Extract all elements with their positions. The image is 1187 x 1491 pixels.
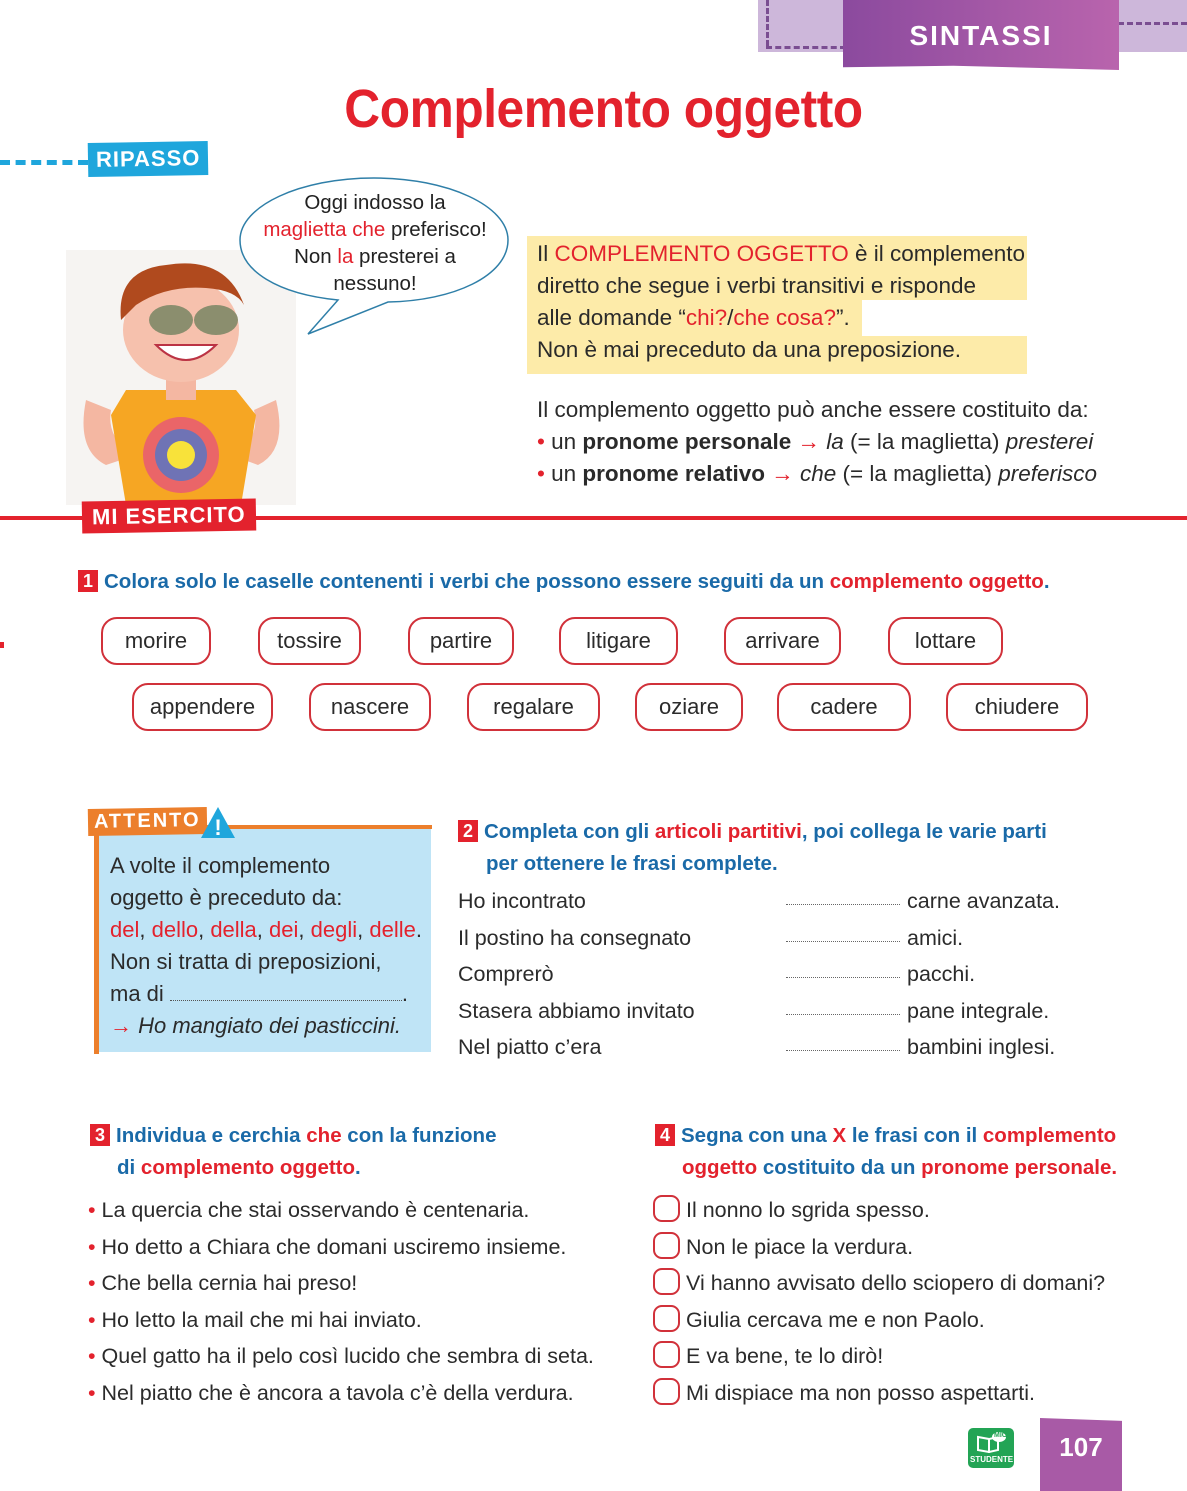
sunglasses xyxy=(194,305,238,335)
text: ma di xyxy=(110,981,164,1006)
text: , poi collega le varie parti xyxy=(801,820,1047,843)
text: Individua e cerchia xyxy=(116,1124,307,1147)
article: delle xyxy=(369,917,416,942)
question-highlight: che cosa? xyxy=(733,305,836,330)
fill-in-blank[interactable] xyxy=(786,904,900,905)
attento-line: oggetto è preceduto da: xyxy=(110,885,343,910)
example-sentence: Ho mangiato dei pasticcini. xyxy=(138,1013,402,1038)
checkbox-item xyxy=(653,1338,1173,1375)
sentence-start[interactable]: Stasera abbiamo invitato xyxy=(458,998,695,1023)
exercise-4-instruction xyxy=(655,1120,1175,1184)
highlight-text: X xyxy=(832,1124,847,1147)
text: costituito da un xyxy=(757,1156,922,1179)
match-row xyxy=(458,884,1138,921)
list-item xyxy=(88,1265,628,1302)
exercise-1-instruction xyxy=(78,566,1178,598)
instruction-line: per ottenere le frasi complete. xyxy=(486,852,778,875)
italic-text: presterei xyxy=(1005,429,1094,454)
text: Il xyxy=(537,241,555,266)
margin-mark xyxy=(0,642,4,648)
attento-line: Non si tratta di preposizioni, xyxy=(110,949,382,974)
bold-term: pronome personale xyxy=(582,429,792,454)
verb-box[interactable]: nascere xyxy=(309,683,431,731)
article: dei xyxy=(269,917,299,942)
badge-label-bottom: STUDENTE xyxy=(970,1455,1014,1464)
attento-example xyxy=(110,1010,440,1042)
text: . xyxy=(355,1156,361,1179)
exercise-3-list xyxy=(88,1192,628,1411)
verb-box[interactable]: chiudere xyxy=(946,683,1088,731)
verb-box[interactable]: cadere xyxy=(777,683,911,731)
definition-line xyxy=(537,238,1037,270)
decorative-dashed-line xyxy=(766,46,846,49)
text: (= la maglietta) xyxy=(843,429,1006,454)
definition-line: diretto che segue i verbi transitivi e risponde xyxy=(537,273,976,298)
bullet-icon: • xyxy=(88,1234,102,1259)
fill-in-blank[interactable] xyxy=(786,1050,900,1051)
bullet-icon: • xyxy=(537,429,552,454)
text: Segna con una xyxy=(681,1124,833,1147)
highlight-text: oggetto xyxy=(682,1156,758,1179)
mi-esercito-tag: MI ESERCITO xyxy=(82,498,256,533)
fill-in-blank[interactable] xyxy=(170,984,402,1001)
sunglasses xyxy=(149,305,193,335)
text: ”. xyxy=(835,305,850,330)
highlight-text: articoli partitivi xyxy=(654,820,802,843)
bullet-icon: • xyxy=(88,1307,102,1332)
text: alle domande “ xyxy=(537,305,686,330)
text: è il complemento xyxy=(848,241,1026,266)
info-intro: Il complemento oggetto può anche essere costituito da: xyxy=(537,397,1089,422)
attento-line: A volte il complemento xyxy=(110,853,331,878)
bubble-line xyxy=(244,216,506,243)
italic-text: la xyxy=(826,429,844,454)
exercise-number: 2 xyxy=(458,820,478,842)
checkbox-item xyxy=(653,1302,1173,1339)
bubble-line xyxy=(244,243,506,270)
article: dello xyxy=(151,917,199,942)
sentence-end[interactable]: pacchi. xyxy=(907,962,976,986)
sentence-start[interactable]: Il postino ha consegnato xyxy=(458,925,692,950)
sentence-end[interactable]: amici. xyxy=(907,925,964,950)
exercise-3-instruction xyxy=(90,1120,610,1184)
checkbox[interactable] xyxy=(653,1232,680,1259)
sentence-end[interactable]: carne avanzata. xyxy=(907,889,1060,913)
text: . xyxy=(1043,570,1050,593)
verb-box[interactable]: morire xyxy=(101,617,211,665)
fill-in-blank[interactable] xyxy=(786,941,900,942)
verb-box[interactable]: arrivare xyxy=(724,617,841,665)
info-item xyxy=(537,458,1157,490)
arrow-icon: → xyxy=(110,1013,132,1038)
list-item xyxy=(88,1192,628,1229)
list-item xyxy=(88,1375,628,1412)
page-title: Complemento oggetto xyxy=(344,79,863,139)
checkbox[interactable] xyxy=(653,1268,680,1295)
arrow-icon: → xyxy=(771,461,794,486)
warning-icon xyxy=(200,805,236,839)
definition-text xyxy=(537,238,1037,366)
exercise-number: 4 xyxy=(655,1124,675,1146)
bubble-text-part: Non xyxy=(294,245,338,268)
bullet-icon: • xyxy=(88,1198,102,1222)
text: Colora solo le caselle contenenti i verbi che possono essere seguiti da un xyxy=(104,570,830,593)
text: . xyxy=(1111,1156,1118,1179)
sentence[interactable]: Ho detto a Chiara che domani usciremo insieme. xyxy=(101,1234,567,1259)
verb-box[interactable]: appendere xyxy=(132,683,273,731)
speech-bubble-text xyxy=(244,189,506,297)
exercise-number: 3 xyxy=(90,1124,110,1146)
text: / xyxy=(727,305,734,330)
article: degli xyxy=(310,917,358,942)
sentence-start[interactable]: Nel piatto c’era xyxy=(458,1035,602,1059)
highlight-text: maglietta che xyxy=(263,218,386,241)
definition-line: Non è mai preceduto da una preposizione. xyxy=(537,337,962,362)
bubble-line: nessuno! xyxy=(333,272,417,295)
verb-box[interactable]: litigare xyxy=(559,617,678,665)
verb-box[interactable]: lottare xyxy=(888,617,1003,665)
list-item xyxy=(88,1229,628,1266)
sentence: Non le piace la verdura. xyxy=(686,1234,914,1259)
ripasso-dashed-line xyxy=(0,160,88,165)
highlight-text: complemento xyxy=(982,1124,1117,1147)
bubble-line: Oggi indosso la xyxy=(304,191,446,214)
fill-in-blank[interactable] xyxy=(786,977,900,978)
list-item xyxy=(88,1338,628,1375)
highlight-text: la xyxy=(337,245,354,268)
page-number: 107 xyxy=(1059,1432,1103,1462)
attento-border xyxy=(94,826,99,1054)
instruction-line xyxy=(458,816,1138,848)
text: un xyxy=(551,429,583,454)
term-highlight: COMPLEMENTO OGGETTO xyxy=(554,241,849,266)
shirt-spiral xyxy=(167,441,195,469)
sentence-end[interactable]: bambini inglesi. xyxy=(907,1035,1056,1059)
sentence: E va bene, te lo dirò! xyxy=(686,1344,884,1368)
sentence[interactable]: Che bella cernia hai preso! xyxy=(101,1271,358,1295)
italic-text: preferisco xyxy=(998,461,1098,486)
sentence[interactable]: La quercia che stai osservando è centenaria. xyxy=(101,1198,530,1222)
bullet-icon: • xyxy=(88,1380,102,1405)
highlight-text: complemento oggetto xyxy=(829,570,1044,593)
sentence: Il nonno lo sgrida spesso. xyxy=(686,1198,930,1222)
question-highlight: chi? xyxy=(685,305,728,330)
bubble-text-part: presterei a xyxy=(353,245,456,268)
bullet-icon: • xyxy=(88,1344,102,1368)
instruction-line xyxy=(655,1120,1175,1152)
additional-info xyxy=(537,394,1157,490)
italic-text: che xyxy=(800,461,837,486)
verb-box[interactable]: tossire xyxy=(258,617,361,665)
decorative-dashed-line xyxy=(1118,22,1187,25)
section-tab-label: SINTASSI xyxy=(909,20,1053,51)
match-row xyxy=(458,1030,1138,1067)
exercise-2-instruction xyxy=(458,816,1138,880)
verb-box[interactable]: regalare xyxy=(467,683,600,731)
text: le frasi con il xyxy=(846,1124,983,1147)
checkbox-item xyxy=(653,1192,1173,1229)
sentence-end[interactable]: pane integrale. xyxy=(907,998,1050,1023)
exercise-4-list xyxy=(653,1192,1173,1411)
highlight-text: pronome personale xyxy=(921,1156,1112,1179)
definition-line xyxy=(537,302,1037,334)
sentence[interactable]: Nel piatto che è ancora a tavola c’è della verdura. xyxy=(101,1380,574,1405)
checkbox[interactable] xyxy=(653,1378,680,1405)
exercise-2-rows xyxy=(458,884,1138,1067)
text: un xyxy=(551,461,583,486)
attento-tag: ATTENTO xyxy=(88,807,207,836)
checkbox-item xyxy=(653,1265,1173,1302)
info-item xyxy=(537,426,1157,458)
mio-studente-badge[interactable] xyxy=(968,1428,1014,1468)
fill-in-blank[interactable] xyxy=(786,1014,900,1015)
sentence-start[interactable]: Comprerò xyxy=(458,962,554,986)
exercise-number: 1 xyxy=(78,570,98,592)
text: di xyxy=(117,1156,141,1179)
warning-glyph: ! xyxy=(214,815,222,839)
sentence: Vi hanno avvisato dello sciopero di domani? xyxy=(686,1271,1106,1295)
attento-text xyxy=(110,850,440,1042)
match-row xyxy=(458,921,1138,958)
verb-box[interactable]: oziare xyxy=(635,683,743,731)
text: (= la maglietta) xyxy=(836,461,999,486)
sentence[interactable]: Ho letto la mail che mi hai inviato. xyxy=(101,1307,422,1332)
sentence-start[interactable]: Ho incontrato xyxy=(458,889,586,913)
checkbox-item xyxy=(653,1375,1173,1412)
attento-line: ma di . xyxy=(110,981,409,1006)
highlight-text: che xyxy=(306,1124,342,1147)
text: con la funzione xyxy=(341,1124,497,1147)
checkbox[interactable] xyxy=(653,1305,680,1332)
sentence: Giulia cercava me e non Paolo. xyxy=(686,1307,985,1332)
sentence: Mi dispiace ma non posso aspettarti. xyxy=(686,1380,1035,1405)
decorative-dashed-line xyxy=(766,0,769,46)
bullet-icon: • xyxy=(88,1271,102,1295)
checkbox[interactable] xyxy=(653,1341,680,1368)
partitive-articles: del, dello, della, dei, degli, delle. xyxy=(110,917,422,942)
match-row xyxy=(458,957,1138,994)
checkbox-item xyxy=(653,1229,1173,1266)
bubble-text-part: preferisco! xyxy=(385,218,487,241)
bullet-icon: • xyxy=(537,461,552,486)
instruction-line xyxy=(90,1120,610,1152)
article: del xyxy=(110,917,140,942)
sentence[interactable]: Quel gatto ha il pelo così lucido che sembra di seta. xyxy=(101,1344,594,1368)
arrow-icon: → xyxy=(797,429,820,454)
bold-term: pronome relativo xyxy=(582,461,765,486)
ripasso-tag: RIPASSO xyxy=(88,141,209,177)
match-row xyxy=(458,994,1138,1031)
highlight-text: complemento oggetto xyxy=(140,1156,356,1179)
text: Completa con gli xyxy=(484,820,655,843)
verb-box[interactable]: partire xyxy=(408,617,514,665)
badge-label-top: MIO xyxy=(994,1432,1008,1439)
instruction-line xyxy=(655,1152,1175,1184)
list-item xyxy=(88,1302,628,1339)
checkbox[interactable] xyxy=(653,1195,680,1222)
instruction-line xyxy=(90,1152,610,1184)
article: della xyxy=(210,917,257,942)
